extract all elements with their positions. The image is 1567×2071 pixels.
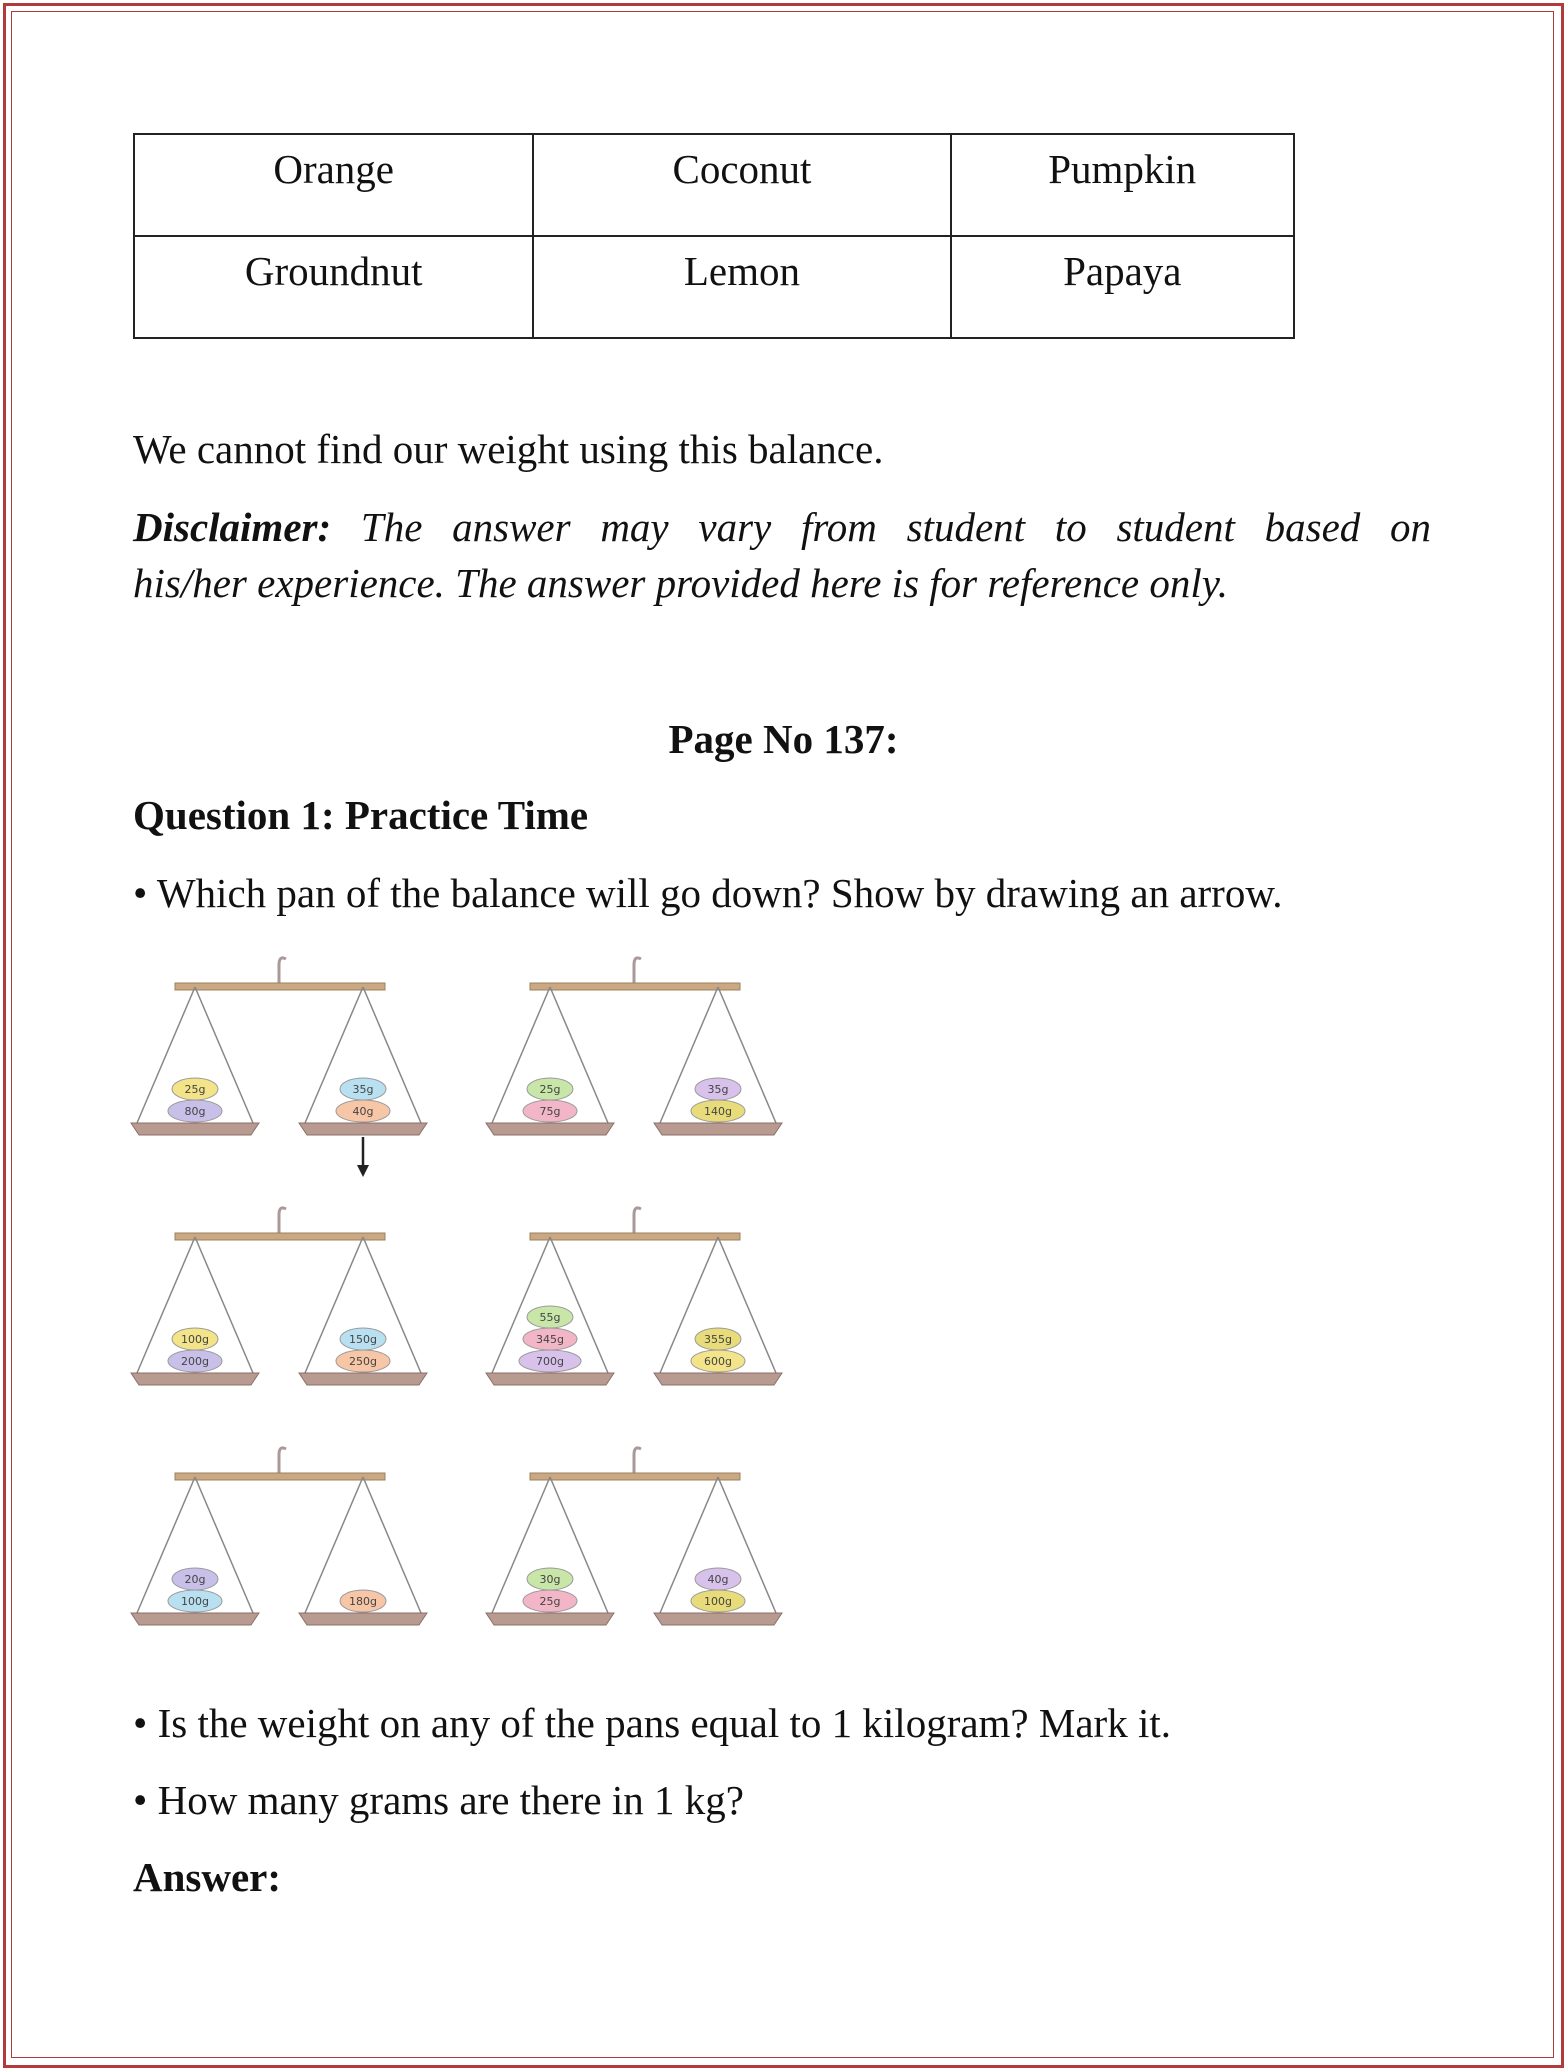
weight-label: 35g — [707, 1083, 729, 1096]
weight-label: 40g — [707, 1573, 729, 1586]
weight-label: 140g — [704, 1105, 732, 1118]
weight-label: 25g — [539, 1595, 561, 1608]
balance-beam — [175, 1473, 385, 1480]
bullet-grams-in-kg: • How many grams are there in 1 kg? — [133, 1777, 744, 1823]
balance-pan — [654, 1613, 782, 1625]
balance-beam — [175, 1233, 385, 1240]
disclaimer-text-1: The answer may vary from student to student based on — [360, 504, 1432, 550]
balance-pan — [654, 1373, 782, 1385]
table-cell: Pumpkin — [951, 134, 1294, 236]
disclaimer-label: Disclaimer: — [133, 504, 332, 550]
table-cell: Groundnut — [134, 236, 533, 338]
weight-label: 345g — [536, 1333, 564, 1346]
disclaimer-line-2: his/her experience. The answer provided here is for reference only. — [133, 560, 1228, 606]
balance-beam — [530, 983, 740, 990]
balance-beam — [175, 983, 385, 990]
weight-label: 100g — [181, 1333, 209, 1346]
weight-label: 180g — [349, 1595, 377, 1608]
table-cell: Papaya — [951, 236, 1294, 338]
weight-label: 700g — [536, 1355, 564, 1368]
weight-label: 75g — [539, 1105, 561, 1118]
balance-pan — [486, 1123, 614, 1135]
bullet-which-pan: • Which pan of the balance will go down? Show by drawing an arrow. — [133, 870, 1283, 916]
weight-label: 35g — [352, 1083, 374, 1096]
balance-scales-figure — [130, 945, 830, 1665]
weight-label: 40g — [352, 1105, 374, 1118]
balance-pan — [486, 1373, 614, 1385]
page-heading: Page No 137: — [668, 716, 899, 762]
weight-label: 30g — [539, 1573, 561, 1586]
table-row — [134, 236, 1294, 338]
answer-label: Answer: — [133, 1854, 282, 1900]
balance-pan — [654, 1123, 782, 1135]
balance-statement: We cannot find our weight using this balance. — [133, 426, 884, 472]
weight-label: 55g — [539, 1311, 561, 1324]
table-cell: Orange — [134, 134, 533, 236]
weight-label: 100g — [704, 1595, 732, 1608]
balance-pan — [131, 1613, 259, 1625]
weight-label: 20g — [184, 1573, 206, 1586]
weight-label: 355g — [704, 1333, 732, 1346]
balance-pan — [486, 1613, 614, 1625]
balance-pan — [131, 1123, 259, 1135]
bullet-one-kilogram: • Is the weight on any of the pans equal to 1 kilogram? Mark it. — [133, 1700, 1171, 1746]
balance-pan — [299, 1373, 427, 1385]
disclaimer-line-1 — [133, 500, 1431, 555]
balance-pan — [299, 1123, 427, 1135]
weight-label: 250g — [349, 1355, 377, 1368]
table-row — [134, 134, 1294, 236]
down-arrow-icon — [357, 1165, 369, 1177]
balance-pan — [299, 1613, 427, 1625]
weight-label: 25g — [539, 1083, 561, 1096]
table-cell: Coconut — [533, 134, 950, 236]
fruits-table — [133, 133, 1295, 339]
weight-label: 600g — [704, 1355, 732, 1368]
weight-label: 200g — [181, 1355, 209, 1368]
weight-label: 25g — [184, 1083, 206, 1096]
weight-label: 150g — [349, 1333, 377, 1346]
balance-pan — [131, 1373, 259, 1385]
balance-beam — [530, 1233, 740, 1240]
balance-beam — [530, 1473, 740, 1480]
table-cell: Lemon — [533, 236, 950, 338]
weight-label: 100g — [181, 1595, 209, 1608]
weight-label: 80g — [184, 1105, 206, 1118]
question-title: Question 1: Practice Time — [133, 792, 589, 838]
